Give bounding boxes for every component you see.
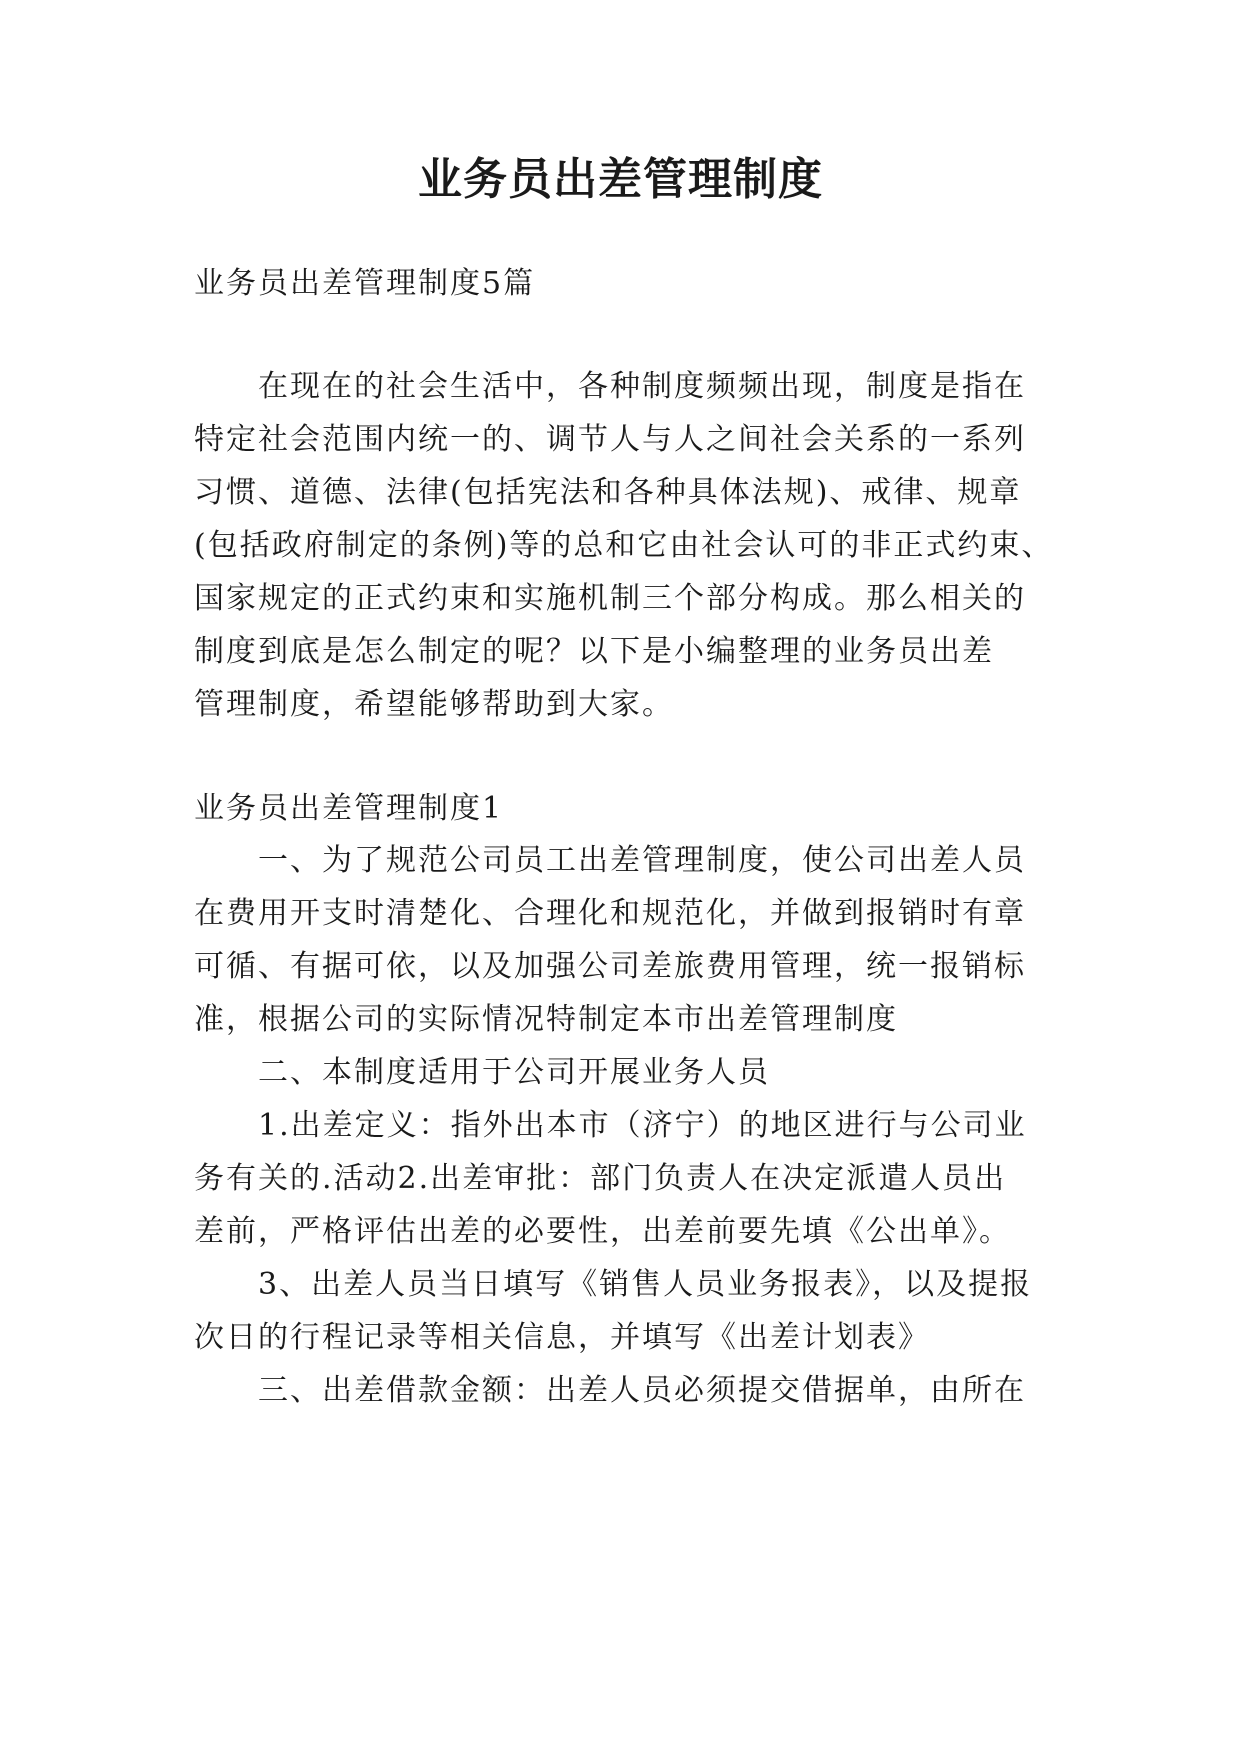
intro-line-1: 在现在的社会生活中，各种制度频频出现，制度是指在: [258, 369, 1026, 404]
intro-line-5: 国家规定的正式约束和实施机制三个部分构成。那么相关的: [194, 581, 1026, 616]
clause-2-item-1-line-2: 务有关的.活动2.出差审批：部门负责人在决定派遣人员出: [194, 1161, 1007, 1196]
clause-2-item-1-line-3: 差前，严格评估出差的必要性，出差前要先填《公出单》。: [194, 1214, 1011, 1249]
intro-line-7: 管理制度，希望能够帮助到大家。: [194, 687, 674, 722]
section-heading-1: 业务员出差管理制度1: [194, 791, 504, 826]
clause-1-line-1: 一、为了规范公司员工出差管理制度，使公司出差人员: [258, 843, 1026, 878]
clause-1-line-2: 在费用开支时清楚化、合理化和规范化，并做到报销时有章: [194, 896, 1026, 931]
clause-1-line-3: 可循、有据可依，以及加强公司差旅费用管理，统一报销标: [194, 949, 1026, 984]
intro-line-4: (包括政府制定的条例)等的总和它由社会认可的非正式约束、: [194, 528, 1054, 563]
subtitle-line: 业务员出差管理制度5篇: [194, 266, 536, 301]
intro-line-6: 制度到底是怎么制定的呢？以下是小编整理的业务员出差: [194, 634, 994, 669]
clause-2-item-3-line-1: 3、出差人员当日填写《销售人员业务报表》，以及提报: [258, 1267, 1033, 1302]
clause-2-item-3-line-2: 次日的行程记录等相关信息，并填写《出差计划表》: [194, 1320, 930, 1355]
clause-2-item-1-line-1: 1.出差定义：指外出本市（济宁）的地区进行与公司业: [258, 1108, 1027, 1143]
document-title: 业务员出差管理制度: [418, 154, 823, 205]
clause-1-line-4: 准，根据公司的实际情况特制定本市出差管理制度: [194, 1002, 898, 1037]
intro-line-3: 习惯、道德、法律(包括宪法和各种具体法规)、戒律、规章: [194, 475, 1022, 510]
clause-3-line-1: 三、出差借款金额：出差人员必须提交借据单，由所在: [258, 1373, 1026, 1408]
intro-line-2: 特定社会范围内统一的、调节人与人之间社会关系的一系列: [194, 422, 1026, 457]
clause-2-line-1: 二、本制度适用于公司开展业务人员: [258, 1055, 770, 1090]
